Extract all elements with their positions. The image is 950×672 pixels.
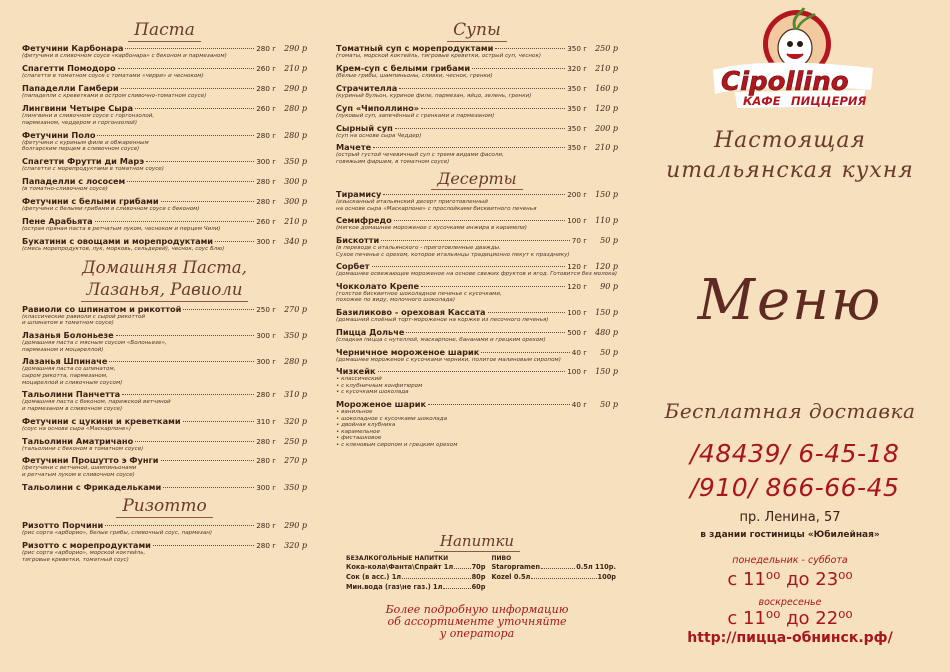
leader-dots xyxy=(127,181,254,182)
item-weight: 310 г xyxy=(256,416,276,426)
leader-dots xyxy=(481,352,569,353)
item-weight: 40 г xyxy=(571,347,587,357)
item-price: 150 р xyxy=(595,308,618,318)
item-name: Букатини с овощами и морепродуктами xyxy=(22,236,214,247)
item-name: Сырный суп xyxy=(336,122,393,133)
item-description: (рис сорта «арборио», белые грибы, сливочный соус, пармезан) xyxy=(22,529,213,536)
menu-item xyxy=(336,83,618,100)
menu-item xyxy=(22,236,307,253)
leader-dots xyxy=(122,394,254,395)
drinks-heading: Напитки xyxy=(336,532,618,552)
menu-item xyxy=(336,347,618,364)
item-weight: 120 г xyxy=(567,262,587,272)
item-price: 340 р xyxy=(284,237,307,247)
item-description: (лингвини в сливочном соусе с горгонзолой, xyxy=(22,112,155,119)
item-price: 250 р xyxy=(284,436,307,446)
leader-dots xyxy=(495,48,565,49)
item-weight: 260 г xyxy=(256,63,276,73)
item-description: • ванильное xyxy=(336,409,373,416)
item-price: 50 р xyxy=(600,347,618,357)
item-price: 290 р xyxy=(284,520,307,530)
leader-dots xyxy=(443,579,470,589)
item-weight: 260 г xyxy=(256,217,276,227)
item-price: 210 р xyxy=(595,143,618,153)
item-price: 160 р xyxy=(595,83,618,93)
item-weight: 280 г xyxy=(256,130,276,140)
item-name: Спагетти Фрутти ди Марэ xyxy=(22,156,145,167)
leader-dots xyxy=(383,194,565,195)
menu-title: Меню xyxy=(697,268,883,333)
drink-name: Кока-кола\Фанта\Спрайт 1л xyxy=(346,563,454,571)
menu-item xyxy=(22,482,307,492)
item-description: (соус на основе сыра «Маскарпоне») xyxy=(22,425,132,432)
item-price: 270 р xyxy=(284,456,307,466)
desserts-heading: Десерты xyxy=(336,169,618,189)
item-description: (пападелли с креветками в остром сливочно-томатном соусе) xyxy=(22,92,207,99)
leader-dots xyxy=(95,221,255,222)
leader-dots xyxy=(488,312,566,313)
menu-item xyxy=(22,356,307,386)
item-description: (рис сорта «арборио», морской коктейль, xyxy=(22,550,146,557)
item-price: 120 р xyxy=(595,103,618,113)
item-description: (фетучини в сливочном соусе «карбонара» с беконом и пармезаном) xyxy=(22,53,227,59)
item-price: 350 р xyxy=(284,482,307,492)
leader-dots xyxy=(421,108,565,109)
item-description: • классический xyxy=(336,376,382,383)
item-price: 480 р xyxy=(595,327,618,337)
item-price: 150 р xyxy=(595,189,618,199)
leader-dots xyxy=(135,108,254,109)
menu-item xyxy=(22,43,307,60)
cipollino-logo xyxy=(705,4,880,112)
item-description: (белые грибы, шампиньоны, сливки, чеснок, гренки) xyxy=(336,72,493,79)
menu-item xyxy=(22,520,307,537)
item-price: 120 р xyxy=(595,262,618,272)
item-price: 350 р xyxy=(284,157,307,167)
svg-text:ПИЦЦЕРИЯ: ПИЦЦЕРИЯ xyxy=(791,94,867,108)
item-price: 150 р xyxy=(595,367,618,377)
drink-item xyxy=(491,572,616,582)
item-name: Суп «Чиполлино» xyxy=(336,102,420,113)
menu-item xyxy=(22,176,307,193)
item-price: 210 р xyxy=(284,217,307,227)
hours-sunday-time: с 11⁰⁰ до 22⁰⁰ xyxy=(727,608,853,629)
item-price: 280 р xyxy=(284,357,307,367)
menu-item xyxy=(336,281,618,304)
leader-dots xyxy=(399,88,565,89)
drink-price: 70р xyxy=(471,563,486,571)
item-weight: 300 г xyxy=(256,331,276,341)
item-price: 50 р xyxy=(600,400,618,410)
leader-dots xyxy=(116,335,254,336)
column-soups-desserts xyxy=(336,0,618,452)
menu-item xyxy=(336,63,618,80)
menu-item xyxy=(336,189,618,212)
item-name: Страчителла xyxy=(336,82,398,93)
item-description: (фетучини с куриным филе и обжаренным xyxy=(22,139,149,146)
leader-dots xyxy=(153,545,254,546)
pasta-heading: Паста xyxy=(22,20,307,42)
leader-dots xyxy=(97,135,254,136)
menu-item xyxy=(22,330,307,353)
menu-item xyxy=(336,123,618,140)
item-description: (изысканный итальянский десерт приготовленный xyxy=(336,198,488,205)
item-weight: 320 г xyxy=(567,63,587,73)
leader-dots xyxy=(161,460,255,461)
menu-item xyxy=(336,43,618,60)
drink-price: 80р xyxy=(471,573,486,581)
pasta-list xyxy=(22,43,307,253)
menu-item xyxy=(22,540,307,563)
address-building: в здании гостиницы «Юбилейная» xyxy=(700,530,880,540)
item-description: (мягкое домашнее мороженое с кусочками инжира в карамели) xyxy=(336,225,527,232)
item-description: (тальолини с беконом в томатном соусе) xyxy=(22,445,144,452)
item-description: (в томатно-сливочном соусе) xyxy=(22,186,108,193)
item-weight: 260 г xyxy=(256,103,276,113)
item-description: • карамельное xyxy=(336,428,380,435)
item-name: Фетучини с белыми грибами xyxy=(22,196,159,207)
item-weight: 100 г xyxy=(567,216,587,226)
menu-item xyxy=(22,130,307,153)
item-description: (домашний слоёный торт-мороженое на коржке из песочного печенья) xyxy=(336,317,549,324)
item-weight: 280 г xyxy=(256,436,276,446)
item-weight: 280 г xyxy=(256,197,276,207)
item-description: на основе сыра «Маскарпоне» с прослойками бисквитного печенья xyxy=(336,205,537,212)
item-weight: 280 г xyxy=(256,44,276,53)
menu-item xyxy=(22,436,307,453)
leader-dots xyxy=(135,441,254,442)
item-description: (острая пряная паста в ретчатым луком, чесноком и перцем Чили) xyxy=(22,226,221,233)
menu-item xyxy=(22,304,307,327)
item-weight: 280 г xyxy=(256,83,276,93)
item-price: 210 р xyxy=(284,63,307,73)
item-price: 290 р xyxy=(284,44,307,53)
leader-dots xyxy=(381,240,570,241)
risotto-heading: Ризотто xyxy=(22,496,307,520)
item-name: Ризотто с морепродуктами xyxy=(22,540,151,551)
leader-dots xyxy=(183,309,254,310)
item-weight: 280 г xyxy=(256,390,276,400)
menu-item xyxy=(22,455,307,478)
item-weight: 350 г xyxy=(567,103,587,113)
item-price: 210 р xyxy=(595,63,618,73)
item-name: Пицца Дольче xyxy=(336,326,405,337)
hours-sunday-label: воскресенье xyxy=(758,597,822,608)
phone-1[interactable]: /48439/ 6-45-18 xyxy=(690,439,900,468)
menu-item xyxy=(336,215,618,232)
item-name: Сорбет xyxy=(336,261,370,272)
item-weight: 300 г xyxy=(256,482,276,492)
menu-item xyxy=(22,103,307,126)
item-description: (смесь морепродуктов, лук, морковь, сельдерей), чеснок, соус Блю) xyxy=(22,246,225,253)
item-name: Фетучини Прошутто э Фунги xyxy=(22,455,159,466)
item-price: 300 р xyxy=(284,177,307,187)
drink-price: 0.5л 110р. xyxy=(576,563,616,571)
item-weight: 120 г xyxy=(567,281,587,291)
leader-dots xyxy=(378,371,566,372)
item-weight: 200 г xyxy=(567,189,587,199)
item-name: Семифредо xyxy=(336,215,392,226)
item-description: болгарским перцем в сливочном соусе) xyxy=(22,146,140,153)
item-weight: 300 г xyxy=(256,237,276,247)
address: пр. Ленина, 57 xyxy=(739,510,841,525)
soups-list xyxy=(336,43,618,166)
item-description: (луковый суп, запечённый с гренками и пармезаном) xyxy=(336,112,495,119)
soups-heading: Супы xyxy=(336,20,618,42)
item-description: и пармезаном в сливочном соусе) xyxy=(22,405,123,412)
leader-dots xyxy=(183,421,255,422)
free-delivery: Бесплатная доставка xyxy=(664,399,916,423)
item-description: (домашнее мороженое с кусочками черники, политое малиновым сиропом) xyxy=(336,356,561,363)
leader-dots xyxy=(372,266,566,267)
item-description: (острый густой чечевичный суп с тремя видами фасоли, xyxy=(336,152,504,159)
logo-wordmark xyxy=(721,67,866,108)
item-name: Фетучини с цукини и креветками xyxy=(22,415,181,426)
item-description: (классические равиоли с сырой рикоттой xyxy=(22,313,146,320)
svg-text:КАФЕ: КАФЕ xyxy=(743,94,781,108)
leader-dots xyxy=(395,128,565,129)
home-pasta-list xyxy=(22,304,307,492)
item-name: Тальолини с Фрикадельками xyxy=(22,481,162,492)
leader-dots xyxy=(109,361,254,362)
item-weight: 350 г xyxy=(567,123,587,133)
item-price: 280 р xyxy=(284,130,307,140)
item-description: (суп на основе сыра Чеддер) xyxy=(336,132,422,139)
item-weight: 300 г xyxy=(256,357,276,367)
item-name: Фетучини Карбонара xyxy=(22,43,124,53)
item-description: моцареллой и сливочным соусом) xyxy=(22,379,123,386)
item-name: Черничное мороженое шарик xyxy=(336,346,480,357)
item-description: (томаты, морской коктейль, тигровые креветки, острый суп, чеснок) xyxy=(336,53,542,59)
item-name: Тальолини Панчетта xyxy=(22,389,121,400)
leader-dots xyxy=(121,88,255,89)
item-weight: 300 г xyxy=(256,157,276,167)
item-weight: 350 г xyxy=(567,83,587,93)
item-description: (в переводе с итальянского - приготовленные дважды. xyxy=(336,244,501,251)
item-weight: 500 г xyxy=(567,327,587,337)
menu-item xyxy=(22,389,307,412)
item-name: Лазанья Шпиначе xyxy=(22,356,108,367)
item-price: 290 р xyxy=(284,83,307,93)
tagline: Настоящая итальянская кухня xyxy=(666,128,914,183)
item-description: (куриный бульон, куриное филе, пармезан, яйцо, зелень, гренки) xyxy=(336,92,532,99)
menu-item xyxy=(22,63,307,80)
drink-price: 100р xyxy=(597,573,616,581)
item-weight: 70 г xyxy=(571,235,587,245)
drink-name: Мин.вода (газ\не газ.) 1л xyxy=(346,583,443,591)
leader-dots xyxy=(402,569,470,579)
svg-text:Cipollino: Cipollino xyxy=(721,67,849,97)
item-name: Крем-суп с белыми грибами xyxy=(336,62,471,73)
item-description: (толстое бисквитное шоколадное печенье с кусочками, xyxy=(336,290,502,297)
item-description: и ретчатым луком в сливочном соусе) xyxy=(22,471,135,478)
item-price: 350 р xyxy=(284,331,307,341)
drink-name: Kozel 0.5л xyxy=(491,573,531,581)
item-price: 300 р xyxy=(284,197,307,207)
item-weight: 40 г xyxy=(571,400,587,410)
item-description: Сухое печенье с орехом, которое итальянцы традиционно пекут к празднику) xyxy=(336,251,570,258)
leader-dots xyxy=(541,559,575,569)
menu-item xyxy=(336,366,618,396)
item-name: Томатный суп с морепродуктами xyxy=(336,43,494,53)
leader-dots xyxy=(373,147,565,148)
menu-item xyxy=(336,399,618,449)
item-description: тигровые креветки, томатный соус) xyxy=(22,556,129,563)
item-weight: 350 г xyxy=(567,44,587,53)
leader-dots xyxy=(125,48,254,49)
soft-drinks: БЕЗАЛКОГОЛЬНЫЕ НАПИТКИ Кока-кола\Фанта\Спрайт 1л 70р Сок (в асс.) 1л 80р Мин.вода (газ\не газ.) 1л 60р xyxy=(346,555,486,591)
item-price: 250 р xyxy=(595,44,618,53)
item-description: • с кленовым сиропом и грецким орехом xyxy=(336,442,458,449)
item-description: похожее по виду, молочного шоколада) xyxy=(336,297,456,304)
menu-item xyxy=(336,103,618,120)
leader-dots xyxy=(421,286,565,287)
item-name: Пападелли с лососем xyxy=(22,176,126,187)
item-name: Ризотто Порчини xyxy=(22,519,104,530)
item-name: Равиоли со шпинатом и рикоттой xyxy=(22,303,182,314)
item-description: пармезаном, чеддером и горгонзолой) xyxy=(22,119,138,126)
menu-item xyxy=(22,216,307,233)
item-price: 90 р xyxy=(600,281,618,291)
item-name: Чизкейк xyxy=(336,366,376,377)
operator-note: Более подробную информацию об ассортименте уточняйте у оператора xyxy=(385,603,569,640)
leader-dots xyxy=(105,525,254,526)
item-price: 320 р xyxy=(284,541,307,551)
leader-dots xyxy=(146,161,254,162)
desserts-list xyxy=(336,189,618,449)
item-description: • с клубничным конфитюром xyxy=(336,382,423,389)
leader-dots xyxy=(394,220,565,221)
hours-weekday-label: понедельник - суббота xyxy=(732,555,848,566)
item-description: (домашняя паста с беконом, парижской ветчиной xyxy=(22,399,171,406)
item-name: Пене Арабьята xyxy=(22,216,93,227)
item-name: Тальолини Аматричано xyxy=(22,435,134,446)
item-name: Тирамису xyxy=(336,188,382,199)
item-weight: 280 г xyxy=(256,456,276,466)
item-name: Лингвини Четыре Сыра xyxy=(22,102,134,113)
drink-item xyxy=(346,582,485,592)
item-price: 110 р xyxy=(595,216,618,226)
menu-item xyxy=(336,235,618,258)
item-weight: 280 г xyxy=(256,541,276,551)
item-name: Мороженое шарик xyxy=(336,399,427,410)
home-pasta-heading: Домашняя Паста, Лазанья, Равиоли xyxy=(22,257,307,302)
item-description: • шоколадное с кусочками шоколада xyxy=(336,415,448,422)
drink-name: Сок (в асс.) 1л xyxy=(346,573,402,581)
item-description: • фисташковое xyxy=(336,435,382,442)
item-description: (домашняя паста со шпинатом, xyxy=(22,366,116,373)
item-description: (домашняя паста с мясным соусом «Болоньезе», xyxy=(22,340,167,347)
item-description: пармезаном и моцареллой) xyxy=(22,346,104,353)
drinks-block xyxy=(346,555,616,592)
item-description: • с кусочками шоколада xyxy=(336,389,409,396)
item-description: (сладкая пицца с нутеллой, маскарпоне, бананами и грецким орехом) xyxy=(336,336,546,343)
menu-item xyxy=(22,196,307,213)
drink-price: 60р xyxy=(471,583,486,591)
leader-dots xyxy=(215,241,254,242)
item-description: говяжьим фаршем, в томатном соусе) xyxy=(336,159,450,166)
leader-dots xyxy=(454,559,470,569)
item-description: (спагетти с морепродуктами в томатном соусе) xyxy=(22,166,164,173)
item-name: Мачете xyxy=(336,142,372,153)
column-pasta xyxy=(22,0,307,567)
website-link[interactable]: http://пицца-обнинск.рф/ xyxy=(687,630,893,646)
item-weight: 100 г xyxy=(567,308,587,318)
hours-weekday-time: с 11⁰⁰ до 23⁰⁰ xyxy=(727,569,853,590)
item-name: Фетучини Поло xyxy=(22,129,96,140)
item-price: 50 р xyxy=(600,235,618,245)
risotto-list xyxy=(22,520,307,564)
item-name: Базиликово - ореховая Кассата xyxy=(336,307,486,318)
item-weight: 100 г xyxy=(567,367,587,377)
leader-dots xyxy=(428,404,570,405)
item-description: (спагетти в томатном соусе с томатами «черри» и чесноком) xyxy=(22,72,204,79)
menu-item xyxy=(336,261,618,278)
item-weight: 280 г xyxy=(256,177,276,187)
leader-dots xyxy=(163,487,254,488)
phone-2[interactable]: /910/ 866-66-45 xyxy=(690,473,900,502)
item-description: • двойная клубника xyxy=(336,422,396,429)
menu-item xyxy=(336,142,618,165)
item-weight: 350 г xyxy=(567,143,587,153)
item-weight: 250 г xyxy=(256,304,276,314)
drink-name: Staropramen xyxy=(491,563,541,571)
item-description: (домашнее освежающее мороженое на основе свежих фруктов и ягод. Готовится без молока) xyxy=(336,271,618,278)
item-name: Чокколато Крепе xyxy=(336,280,420,291)
item-price: 320 р xyxy=(284,416,307,426)
leader-dots xyxy=(531,569,596,579)
item-weight: 280 г xyxy=(256,520,276,530)
item-description: и шпинатом в томатном соусе) xyxy=(22,320,114,327)
item-description: сыром рикотта, пармезаном, xyxy=(22,372,108,379)
beer: ПИВО Staropramen 0.5л 110р. Kozel 0.5л 100р xyxy=(491,555,616,581)
menu-item xyxy=(22,83,307,100)
item-price: 200 р xyxy=(595,123,618,133)
item-description: (фетучини с белыми грибами в сливочном соусе с беконом) xyxy=(22,206,200,213)
leader-dots xyxy=(406,332,565,333)
item-price: 280 р xyxy=(284,103,307,113)
item-price: 310 р xyxy=(284,390,307,400)
leader-dots xyxy=(118,68,255,69)
item-name: Лазанья Болоньезе xyxy=(22,330,114,341)
item-name: Пападелли Гамбери xyxy=(22,82,119,93)
item-name: Спагетти Помодоро xyxy=(22,62,116,73)
menu-item xyxy=(22,416,307,433)
item-description: (фетучини с ветчиной, шампиньонами xyxy=(22,465,137,472)
menu-item xyxy=(336,307,618,324)
leader-dots xyxy=(472,68,565,69)
item-price: 270 р xyxy=(284,304,307,314)
menu-item xyxy=(336,327,618,344)
menu-item xyxy=(22,156,307,173)
leader-dots xyxy=(161,201,255,202)
item-name: Бискотти xyxy=(336,234,380,245)
